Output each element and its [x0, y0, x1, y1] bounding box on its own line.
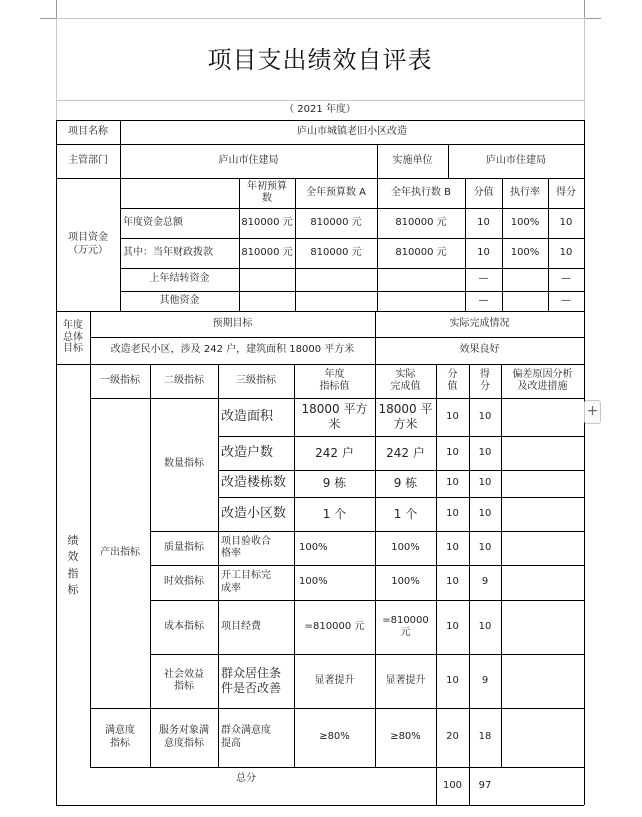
indicator-weight: 10 — [446, 576, 459, 588]
fund-row-score: — — [561, 294, 571, 306]
indicator-header-score: 得 分 — [480, 368, 490, 392]
level1-satisfaction: 满意度 指标 — [105, 725, 135, 749]
total-weight: 100 — [442, 779, 463, 791]
fund-header-budget: 全年预算数 A — [305, 186, 367, 198]
indicator-actual: 100% — [391, 541, 420, 553]
fund-row-label: 其中：当年财政拨款 — [123, 246, 213, 258]
indicator-target: ≥80% — [319, 731, 350, 743]
label-implementing-unit: 实施单位 — [392, 154, 433, 166]
fund-row-score: — — [561, 273, 571, 285]
indicator-score: 9 — [481, 674, 489, 686]
label-department: 主管部门 — [68, 154, 108, 166]
expected-goal-value: 改造老民小区，涉及 242 户，建筑面积 18000 平方米 — [110, 344, 355, 356]
level1-output: 产出指标 — [100, 546, 140, 558]
label-project-name: 项目名称 — [68, 125, 108, 137]
indicator-score: 10 — [478, 477, 492, 489]
indicator-score: 10 — [478, 507, 492, 519]
page-title: 项目支出绩效自评表 — [207, 46, 433, 74]
actual-status-value: 效果良好 — [459, 344, 500, 356]
indicator-name: 群众满意度 提高 — [221, 725, 271, 749]
fund-row-score: 10 — [559, 246, 573, 258]
indicator-actual: 9 栋 — [393, 476, 418, 490]
indicator-header-weight: 分 值 — [447, 368, 458, 392]
fund-header-rate: 执行率 — [510, 186, 540, 198]
indicator-score: 10 — [478, 410, 492, 422]
indicator-target: 242 户 — [315, 445, 354, 460]
project-name-value: 庐山市城镇老旧小区改造 — [297, 125, 407, 137]
indicator-weight: 10 — [446, 620, 459, 632]
indicator-score: 10 — [478, 446, 492, 458]
label-performance: 绩 效 指 标 — [67, 533, 79, 596]
indicator-header-actual: 实际 完成值 — [390, 368, 421, 392]
fund-row-label: 年度资金总额 — [123, 216, 183, 228]
indicator-weight: 20 — [446, 731, 459, 743]
implementing-unit-value: 庐山市住建局 — [486, 154, 546, 166]
corner-mark-tl-v — [56, 0, 57, 18]
indicator-name: 改造楼栋数 — [221, 475, 287, 491]
fund-row-weight: — — [478, 273, 489, 285]
fund-header-score: 得分 — [556, 186, 576, 198]
add-row-button[interactable]: + — [584, 400, 601, 424]
indicator-header-level2: 二级指标 — [164, 374, 204, 386]
level2-quality: 质量指标 — [164, 541, 204, 553]
indicator-weight: 10 — [446, 477, 459, 489]
indicator-header-level1: 一级指标 — [100, 374, 140, 386]
fund-row-weight: 10 — [477, 216, 490, 228]
indicator-name: 改造户数 — [221, 444, 274, 460]
indicator-weight: 10 — [446, 410, 459, 422]
indicator-actual: ≥80% — [390, 731, 421, 743]
label-actual-status: 实际完成情况 — [449, 317, 510, 329]
indicator-header-target: 年度 指标值 — [319, 368, 350, 392]
indicator-weight: 10 — [446, 674, 459, 686]
indicator-actual: 100% — [391, 576, 420, 588]
indicator-score: 18 — [478, 731, 492, 743]
level2-quantity: 数量指标 — [164, 458, 204, 470]
indicator-actual: 18000 平 方米 — [378, 402, 433, 431]
indicator-score: 10 — [478, 541, 492, 553]
fund-row-label: 其他资金 — [159, 294, 200, 306]
indicator-target: 9 栋 — [322, 476, 347, 490]
indicator-header-level3: 三级指标 — [236, 374, 276, 386]
indicator-target: 18000 平方 米 — [301, 402, 368, 431]
level2-service: 服务对象满 意度指标 — [159, 725, 209, 749]
corner-mark-tr-v — [584, 0, 585, 18]
fund-row-executed: 810000 元 — [395, 246, 447, 258]
indicator-actual: 显著提升 — [385, 674, 426, 686]
indicator-name: 改造小区数 — [221, 505, 287, 521]
fund-row-rate: 100% — [510, 246, 540, 258]
indicator-header-deviation: 偏差原因分析 及改进措施 — [512, 368, 573, 392]
level2-cost: 成本指标 — [164, 620, 204, 632]
indicator-actual: 242 户 — [386, 445, 425, 460]
title-frame-top — [56, 18, 584, 19]
fund-row-executed: 810000 元 — [395, 216, 447, 228]
indicator-score: 9 — [481, 576, 489, 588]
indicator-name: 改造面积 — [221, 408, 274, 424]
indicator-actual: =810000 元 — [382, 614, 429, 638]
corner-mark-tr-h — [584, 18, 601, 19]
corner-mark-tl-h — [40, 18, 57, 19]
indicator-target: 100% — [299, 541, 328, 553]
year-label: （ 2021 年度） — [284, 103, 356, 115]
indicator-weight: 10 — [446, 507, 459, 519]
indicator-name: 开工目标完 成率 — [221, 570, 271, 594]
indicator-actual: 1 个 — [393, 506, 418, 521]
total-score: 97 — [478, 779, 492, 791]
indicator-weight: 10 — [446, 446, 459, 458]
indicator-weight: 10 — [446, 541, 459, 553]
fund-row-budget: 810000 元 — [310, 216, 362, 228]
fund-row-weight: 10 — [477, 246, 490, 258]
indicator-target: 1 个 — [322, 506, 347, 521]
fund-row-score: 10 — [559, 216, 573, 228]
label-funds: 项目资金 （万元） — [68, 232, 108, 256]
fund-row-initial: 810000 元 — [241, 216, 293, 228]
indicator-name: 项目验收合 格率 — [221, 535, 271, 559]
fund-row-budget: 810000 元 — [310, 246, 362, 258]
level2-social: 社会效益 指标 — [164, 668, 204, 692]
indicator-target: 显著提升 — [314, 674, 355, 686]
department-value: 庐山市住建局 — [218, 154, 279, 166]
fund-header-weight: 分值 — [473, 186, 494, 198]
level2-timeliness: 时效指标 — [164, 576, 204, 588]
indicator-name: 项目经费 — [221, 620, 261, 632]
fund-header-executed: 全年执行数 B — [390, 186, 452, 198]
indicator-target: 100% — [299, 576, 328, 588]
indicator-name: 群众居住条 件是否改善 — [221, 666, 282, 695]
fund-row-label: 上年结转资金 — [149, 273, 210, 285]
label-total: 总分 — [236, 772, 256, 784]
label-expected-goal: 预期目标 — [212, 317, 253, 329]
label-overall-goal: 年度 总体 目标 — [63, 320, 83, 355]
indicator-score: 10 — [478, 620, 492, 632]
title-frame-right — [584, 18, 585, 120]
fund-row-rate: 100% — [510, 216, 540, 228]
fund-row-initial: 810000 元 — [241, 246, 293, 258]
indicator-target: =810000 元 — [304, 620, 365, 632]
fund-row-weight: — — [478, 294, 489, 306]
fund-header-initial: 年初预算 数 — [247, 180, 287, 204]
